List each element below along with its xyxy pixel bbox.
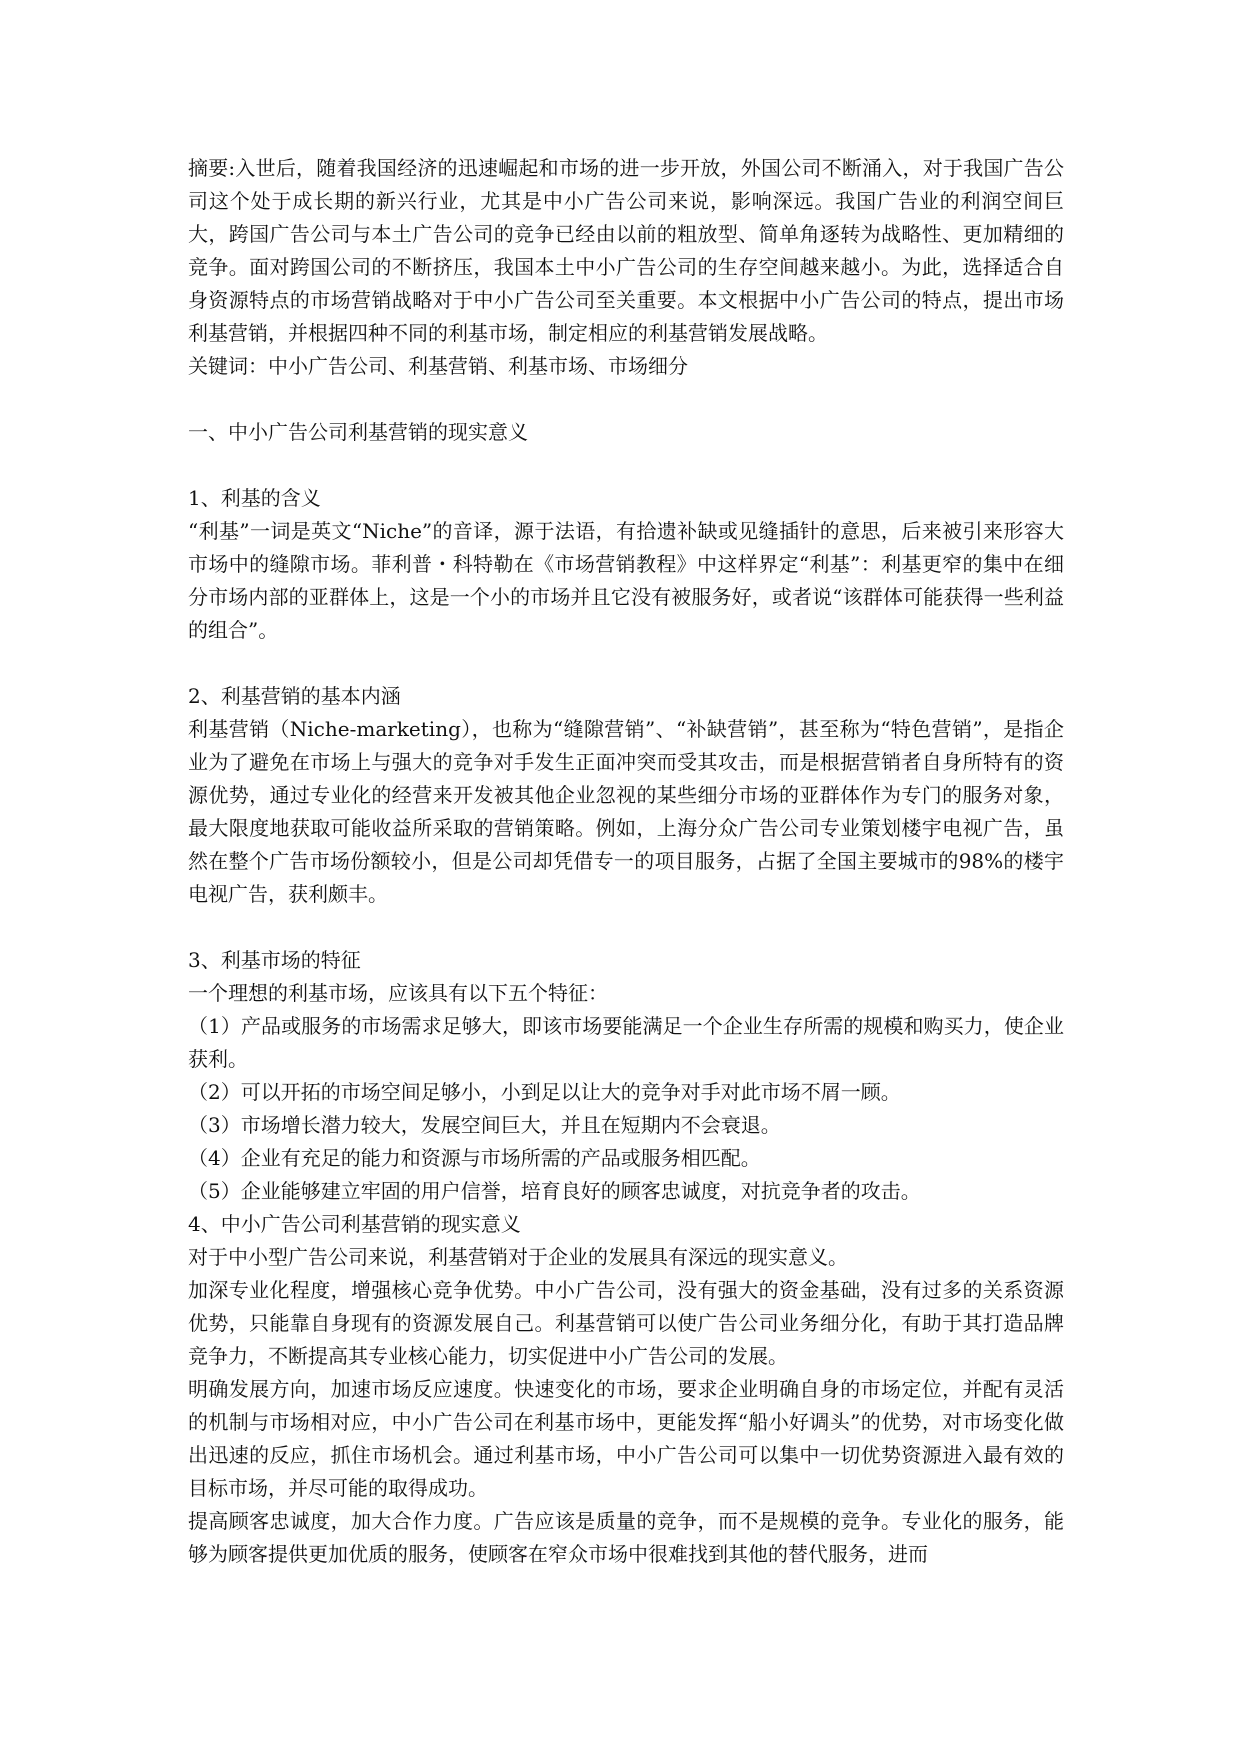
feature-item: （2）可以开拓的市场空间足够小，小到足以让大的竞争对手对此市场不屑一顾。 — [188, 1080, 901, 1104]
subsection-2-paragraph: 利基营销（Niche-marketing），也称为“缝隙营销”、“补缺营销”，甚至称为“特色营销”，是指企业为了避免在市场上与强大的竞争对手发生正面冲突而受其攻击，而是根据营销者自身所特有的资源优势，通过专业化的经营来开发被其他企业忽视的某些细分市场的亚群体作为专门的服务对象，最大限度地获取可能收益所采取的营销策略。例如，上海分众广告公司专业策划楼宇电视广告，虽然在整个广告市场份额较小，但是公司却凭借专一的项目服务，占据了全国主要城市的98%的楼宇电视广告，获利颇丰。 — [188, 717, 1064, 906]
feature-item: （3）市场增长潜力较大，发展空间巨大，并且在短期内不会衰退。 — [188, 1113, 781, 1137]
document-page — [188, 152, 1064, 1571]
subsection-4-paragraph: 加深专业化程度，增强核心竞争优势。中小广告公司，没有强大的资金基础，没有过多的关系资源优势，只能靠自身现有的资源发展自己。利基营销可以使广告公司业务细分化，有助于其打造品牌竞争力，不断提高其专业核心能力，切实促进中小广告公司的发展。 — [188, 1278, 1064, 1368]
subsection-1-paragraph: “利基”一词是英文“Niche”的音译，源于法语，有拾遗补缺或见缝插针的意思，后来被引来形容大市场中的缝隙市场。菲利普・科特勒在《市场营销教程》中这样界定“利基”：利基更窄的集中在细分市场内部的亚群体上，这是一个小的市场并且它没有被服务好，或者说“该群体可能获得一些利益的组合”。 — [188, 519, 1064, 642]
subsection-3-intro: 一个理想的利基市场，应该具有以下五个特征： — [188, 981, 608, 1005]
subsection-4-paragraph: 提高顾客忠诚度，加大合作力度。广告应该是质量的竞争，而不是规模的竞争。专业化的服务，能够为顾客提供更加优质的服务，使顾客在窄众市场中很难找到其他的替代服务，进而 — [188, 1509, 1064, 1566]
abstract-paragraph — [188, 152, 1064, 350]
abstract-label: 摘要: — [188, 156, 236, 180]
subsection-4-heading: 4、中小广告公司利基营销的现实意义 — [188, 1212, 521, 1236]
subsection-4-paragraph: 明确发展方向，加速市场反应速度。快速变化的市场，要求企业明确自身的市场定位，并配有灵活的机制与市场相对应，中小广告公司在利基市场中，更能发挥“船小好调头”的优势，对市场变化做出迅速的反应，抓住市场机会。通过利基市场，中小广告公司可以集中一切优势资源进入最有效的目标市场，并尽可能的取得成功。 — [188, 1377, 1064, 1500]
subsection-1-heading: 1、利基的含义 — [188, 486, 321, 510]
subsection-4-paragraph: 对于中小型广告公司来说，利基营销对于企业的发展具有深远的现实意义。 — [188, 1245, 848, 1269]
spacer — [188, 647, 1064, 680]
subsection-2-heading: 2、利基营销的基本内涵 — [188, 684, 401, 708]
abstract-text: 入世后，随着我国经济的迅速崛起和市场的进一步开放，外国公司不断涌入，对于我国广告公司这个处于成长期的新兴行业，尤其是中小广告公司来说，影响深远。我国广告业的利润空间巨大，跨国广告公司与本土广告公司的竞争已经由以前的粗放型、简单角逐转为战略性、更加精细的竞争。面对跨国公司的不断挤压，我国本土中小广告公司的生存空间越来越小。为此，选择适合自身资源特点的市场营销战略对于中小广告公司至关重要。本文根据中小广告公司的特点，提出市场利基营销，并根据四种不同的利基市场，制定相应的利基营销发展战略。 — [188, 156, 1064, 345]
subsection-3-heading: 3、利基市场的特征 — [188, 948, 361, 972]
feature-item: （4）企业有充足的能力和资源与市场所需的产品或服务相匹配。 — [188, 1146, 761, 1170]
section-1-title: 一、中小广告公司利基营销的现实意义 — [188, 420, 528, 444]
feature-item: （5）企业能够建立牢固的用户信誉，培育良好的顾客忠诚度，对抗竞争者的攻击。 — [188, 1179, 921, 1203]
spacer — [188, 383, 1064, 416]
spacer — [188, 449, 1064, 482]
feature-item: （1）产品或服务的市场需求足够大，即该市场要能满足一个企业生存所需的规模和购买力，使企业获利。 — [188, 1014, 1064, 1071]
spacer — [188, 911, 1064, 944]
keywords-line: 关键词：中小广告公司、利基营销、利基市场、市场细分 — [188, 354, 688, 378]
